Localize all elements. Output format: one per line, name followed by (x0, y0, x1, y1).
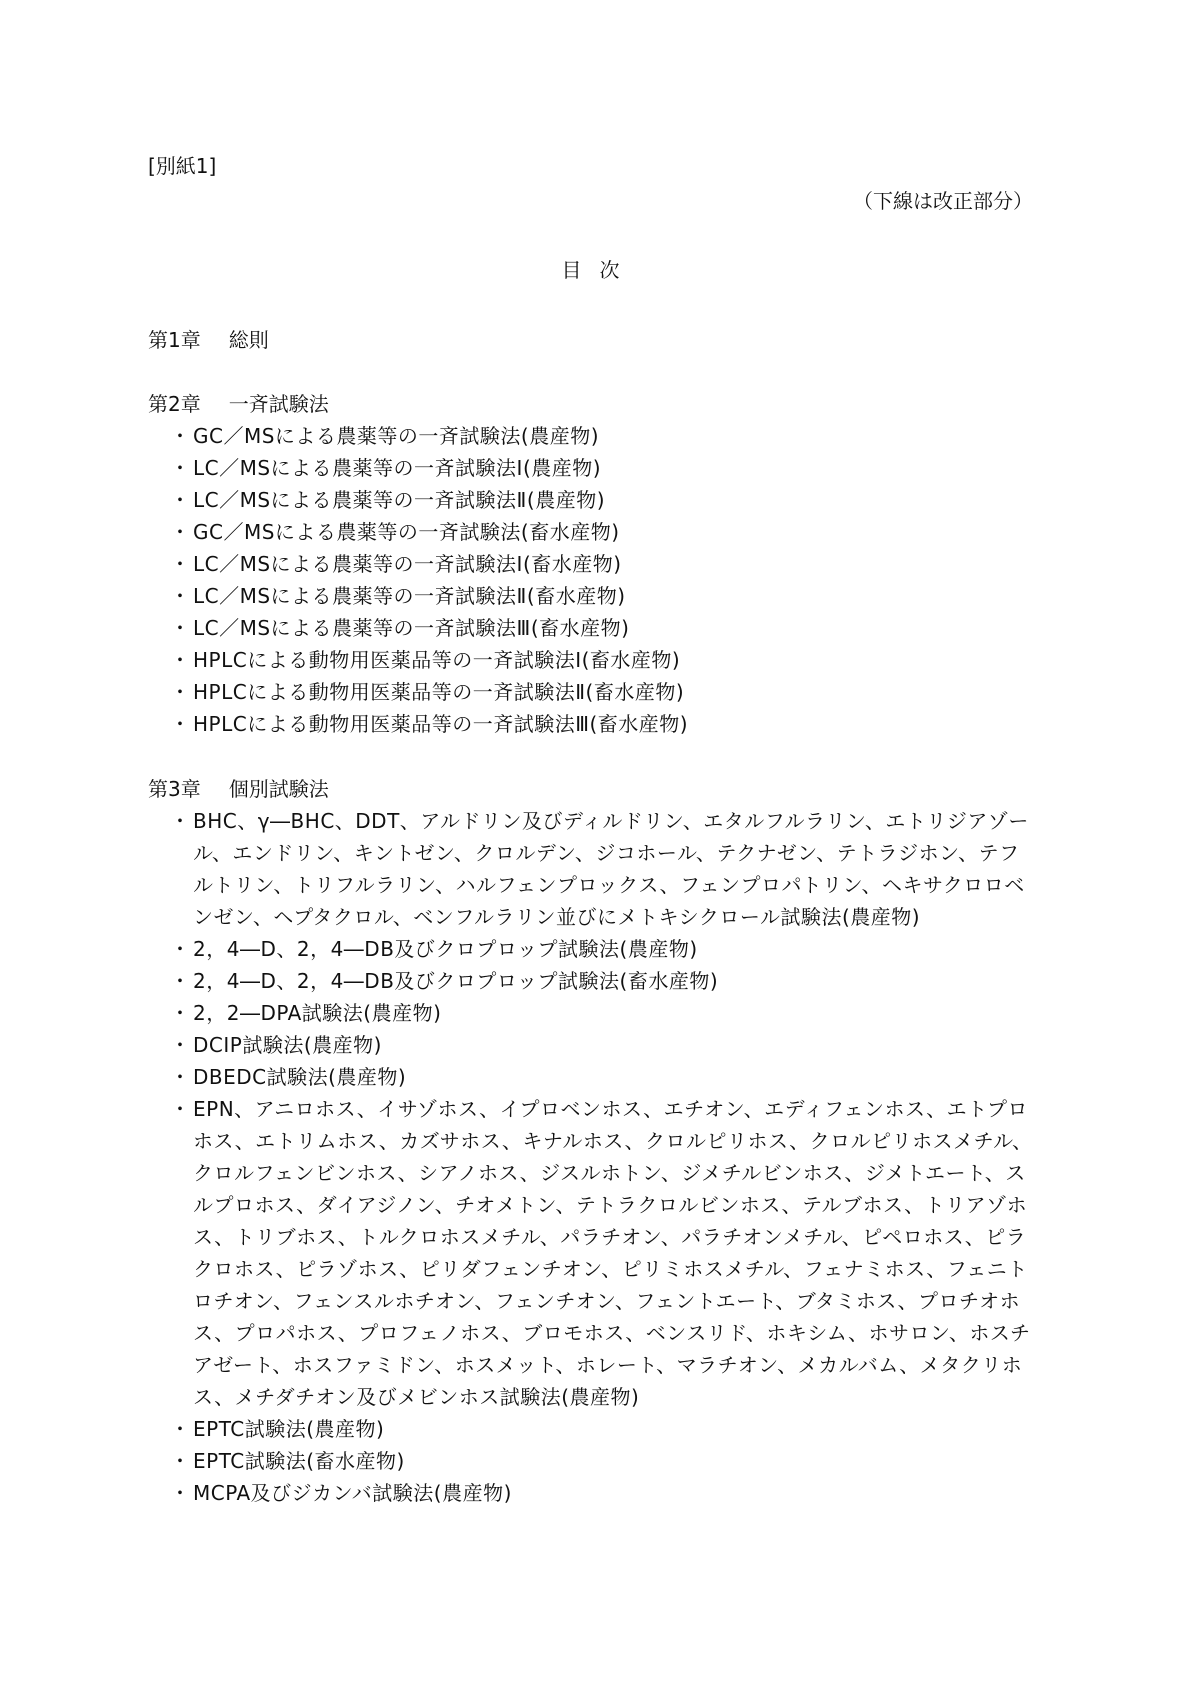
bullet-icon: ・ (170, 1033, 190, 1057)
list-item: ・ HPLCによる動物用医薬品等の一斉試験法Ⅱ(畜水産物) (148, 676, 1033, 708)
bullet-icon: ・ (170, 809, 190, 833)
list-item: ・ 2，4―D、2，4―DB及びクロプロップ試験法(農産物) (148, 933, 1033, 965)
chapter-2 (148, 388, 1033, 740)
list-item: ・ LC／MSによる農薬等の一斉試験法Ⅱ(畜水産物) (148, 580, 1033, 612)
bullet-icon: ・ (170, 1417, 190, 1441)
chapter-2-list (148, 420, 1033, 740)
list-item: ・ HPLCによる動物用医薬品等の一斉試験法Ⅲ(畜水産物) (148, 708, 1033, 740)
chapter-1 (148, 324, 1033, 356)
list-item: ・ GC／MSによる農薬等の一斉試験法(畜水産物) (148, 516, 1033, 548)
bullet-icon: ・ (170, 937, 190, 961)
bullet-icon: ・ (170, 552, 190, 576)
bullet-icon: ・ (170, 1001, 190, 1025)
bullet-icon: ・ (170, 648, 190, 672)
list-item: ・ LC／MSによる農薬等の一斉試験法Ⅲ(畜水産物) (148, 612, 1033, 644)
chapter-heading (148, 388, 1033, 420)
list-item: ・ 2，2―DPA試験法(農産物) (148, 997, 1033, 1029)
list-item: ・ LC／MSによる農薬等の一斉試験法Ⅰ(畜水産物) (148, 548, 1033, 580)
bullet-icon: ・ (170, 1481, 190, 1505)
attachment-label: [別紙1] (148, 154, 217, 178)
chapter-title: 総則 (228, 328, 269, 352)
list-item: ・ EPTC試験法(農産物) (148, 1413, 1033, 1445)
chapter-3-list (148, 805, 1033, 1509)
chapter-heading (148, 324, 1033, 356)
list-item: ・ EPN、アニロホス、イサゾホス、イプロベンホス、エチオン、エディフェンホス、エトプロホス、エトリムホス、カズサホス、キナルホス、クロルピリホス、クロルピリホスメチル、クロルフェンビンホス、シアノホス、ジスルホトン、ジメチルビンホス、ジメトエート、スルプロホス、ダイアジノン、チオメトン、テトラクロルビンホス、テルブホス、トリアゾホス、トリブホス、トルクロホスメチル、パラチオン、パラチオンメチル、ピペロホス、ピラクロホス、ピラゾホス、ピリダフェンチオン、ピリミホスメチル、フェナミホス、フェニトロチオン、フェンスルホチオン、フェンチオン、フェントエート、ブタミホス、プロチオホス、プロパホス、プロフェノホス、ブロモホス、ベンスリド、ホキシム、ホサロン、ホスチアゼート、ホスファミドン、ホスメット、ホレート、マラチオン、メカルバム、メタクリホス、メチダチオン及びメビンホス試験法(農産物) (148, 1093, 1033, 1413)
bullet-icon: ・ (170, 1097, 190, 1121)
bullet-icon: ・ (170, 1449, 190, 1473)
chapter-title: 一斉試験法 (228, 392, 329, 416)
list-item: ・ DCIP試験法(農産物) (148, 1029, 1033, 1061)
bullet-icon: ・ (170, 488, 190, 512)
bullet-icon: ・ (170, 712, 190, 736)
bullet-icon: ・ (170, 584, 190, 608)
list-item: ・ LC／MSによる農薬等の一斉試験法Ⅰ(農産物) (148, 452, 1033, 484)
list-item: ・ DBEDC試験法(農産物) (148, 1061, 1033, 1093)
list-item: ・ 2，4―D、2，4―DB及びクロプロップ試験法(畜水産物) (148, 965, 1033, 997)
amendment-note: （下線は改正部分） (853, 189, 1033, 213)
list-item: ・ GC／MSによる農薬等の一斉試験法(農産物) (148, 420, 1033, 452)
list-item: ・ EPTC試験法(畜水産物) (148, 1445, 1033, 1477)
list-item: ・ MCPA及びジカンバ試験法(農産物) (148, 1477, 1033, 1509)
chapter-number: 第2章 (148, 392, 201, 416)
chapter-number: 第3章 (148, 777, 201, 801)
list-item: ・ LC／MSによる農薬等の一斉試験法Ⅱ(農産物) (148, 484, 1033, 516)
chapter-3 (148, 773, 1033, 1509)
bullet-icon: ・ (170, 520, 190, 544)
bullet-icon: ・ (170, 1065, 190, 1089)
list-item: ・ HPLCによる動物用医薬品等の一斉試験法Ⅰ(畜水産物) (148, 644, 1033, 676)
chapter-title: 個別試験法 (228, 777, 329, 801)
chapter-heading (148, 773, 1033, 805)
toc-title: 目次 (561, 258, 638, 282)
list-item: ・ BHC、γ―BHC、DDT、アルドリン及びディルドリン、エタルフルラリン、エトリジアゾール、エンドリン、キントゼン、クロルデン、ジコホール、テクナゼン、テトラジホン、テフルトリン、トリフルラリン、ハルフェンプロックス、フェンプロパトリン、ヘキサクロロベンゼン、ヘプタクロル、ベンフルラリン並びにメトキシクロール試験法(農産物) (148, 805, 1033, 933)
chapter-number: 第1章 (148, 328, 201, 352)
bullet-icon: ・ (170, 680, 190, 704)
bullet-icon: ・ (170, 969, 190, 993)
bullet-icon: ・ (170, 424, 190, 448)
bullet-icon: ・ (170, 616, 190, 640)
bullet-icon: ・ (170, 456, 190, 480)
